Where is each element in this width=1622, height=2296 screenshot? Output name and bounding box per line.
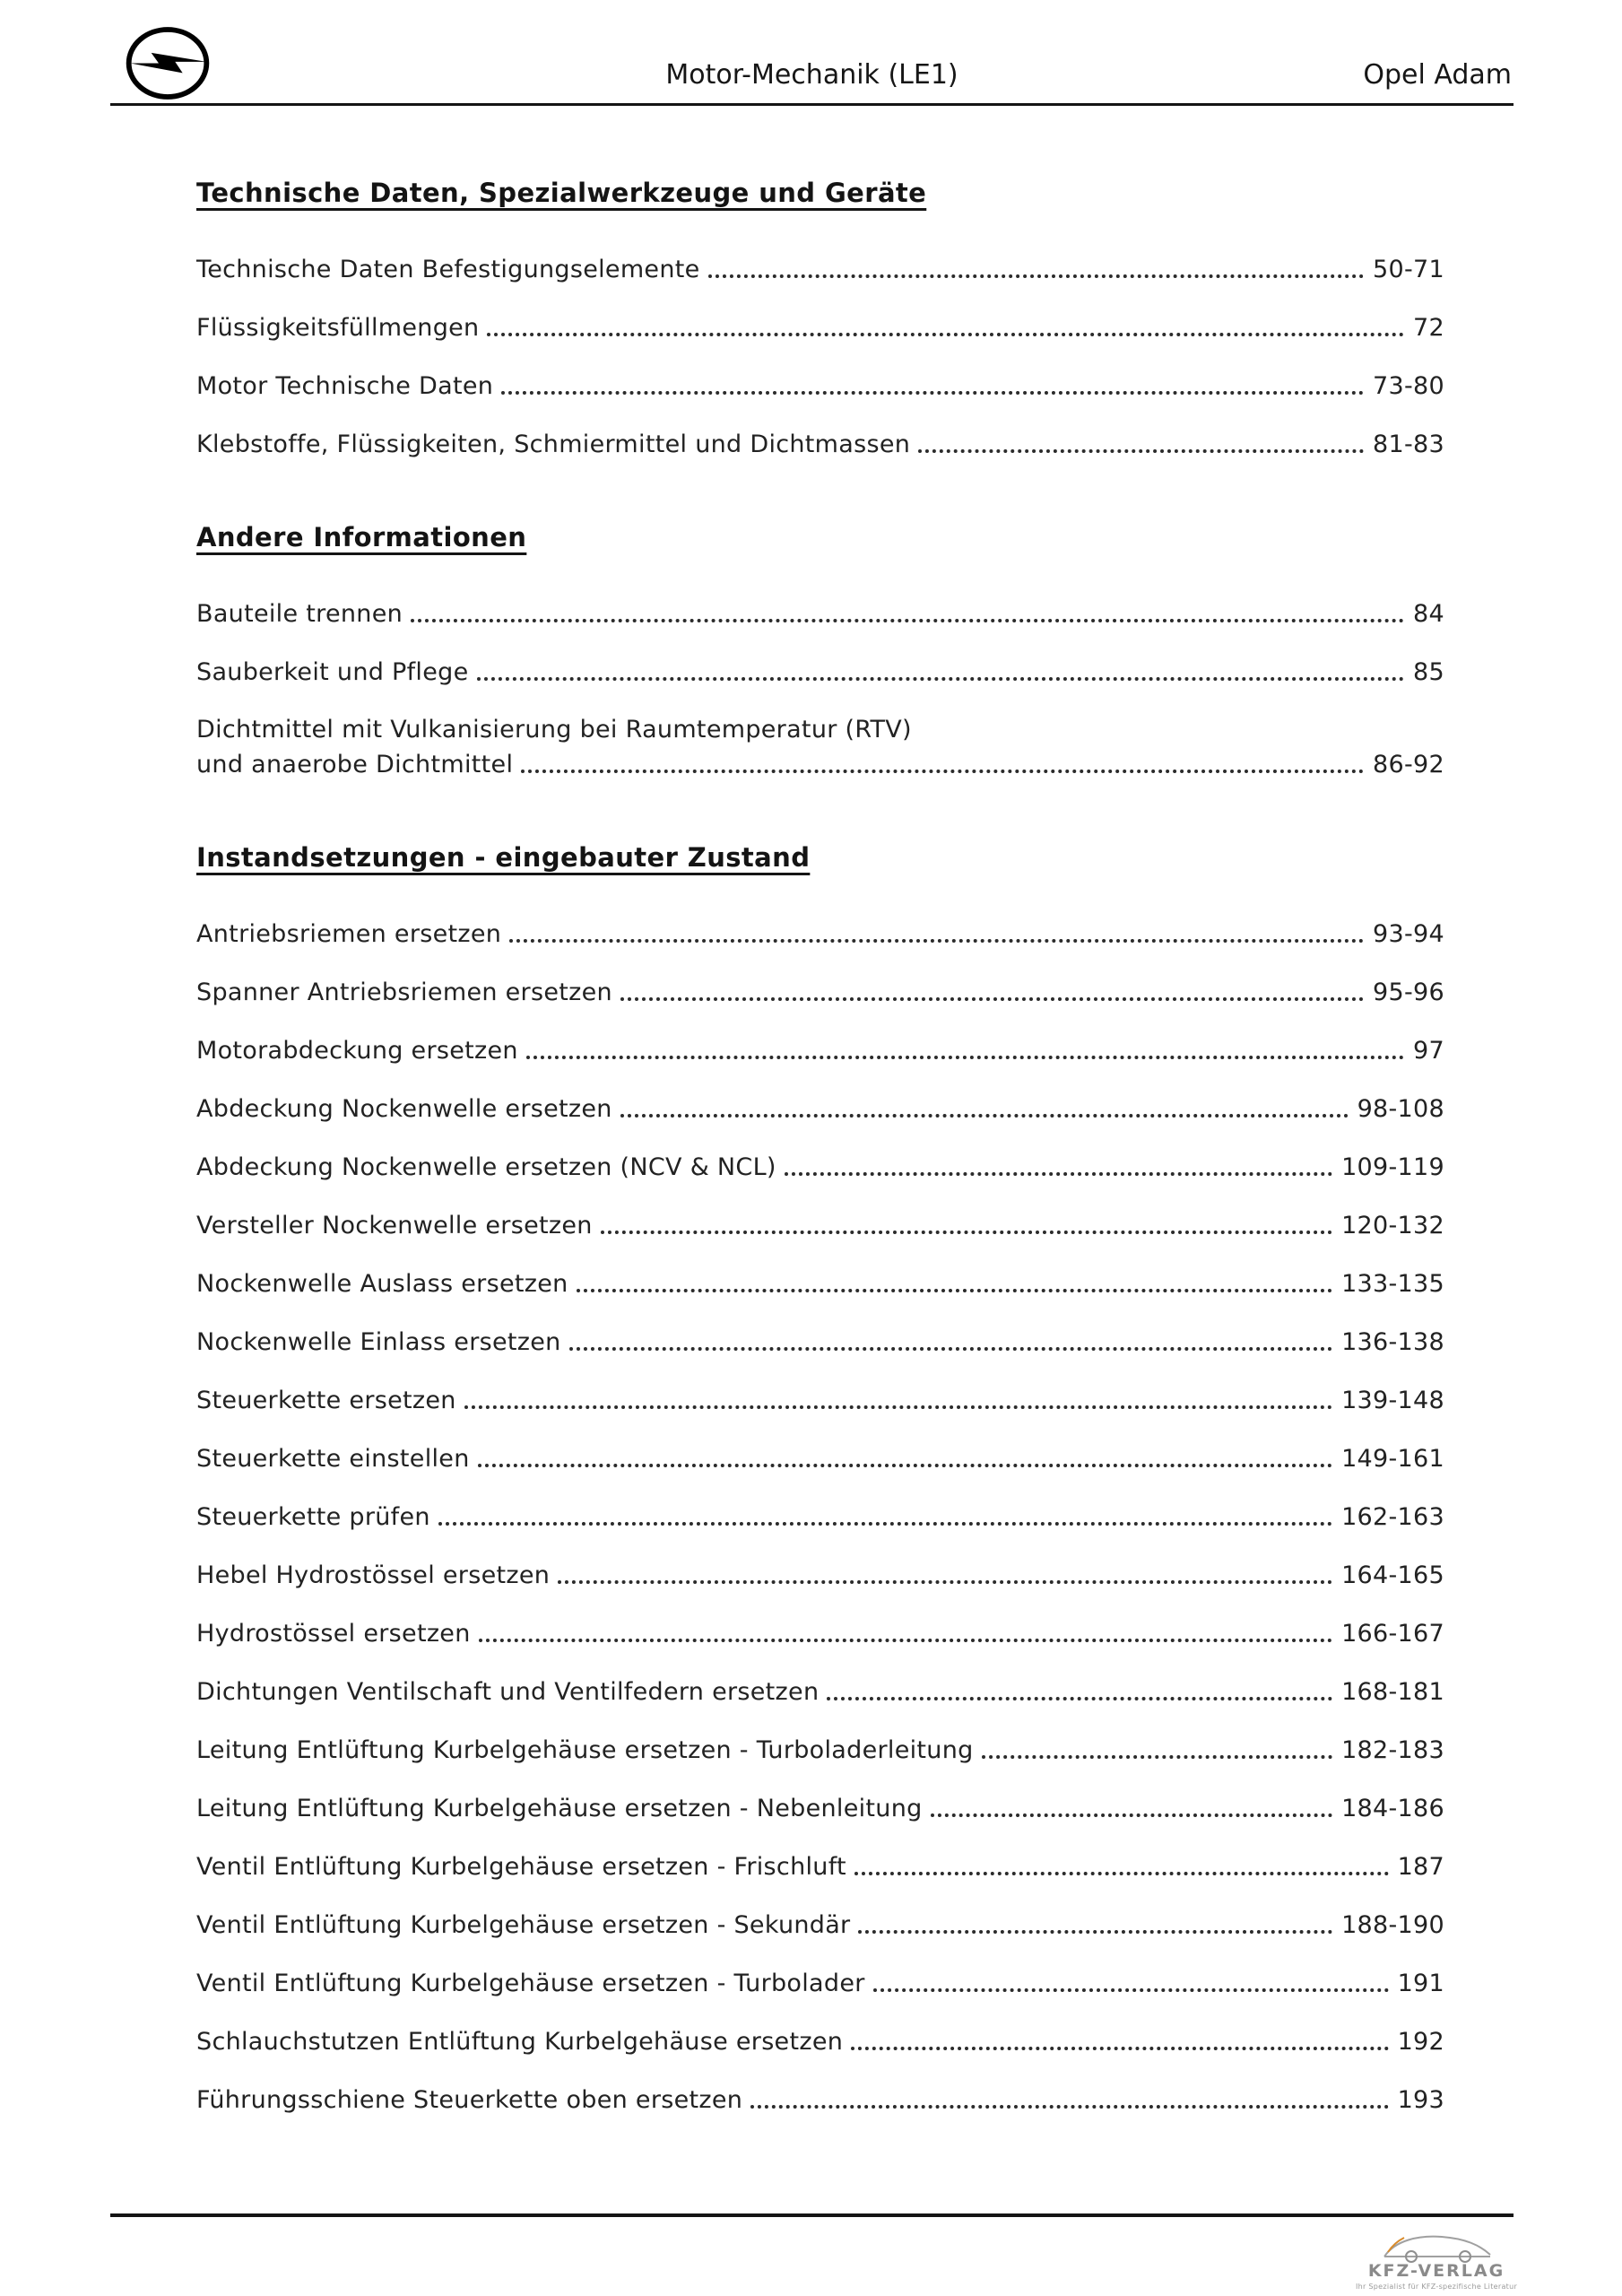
toc-entry — [196, 1138, 1444, 1196]
toc-entry-pages: 136-138 — [1341, 1328, 1444, 1356]
toc-entry-title: Bauteile trennen — [196, 600, 403, 628]
dot-leader — [982, 1755, 1333, 1759]
toc-entry-title: Ventil Entlüftung Kurbelgehäuse ersetzen - Turbolader — [196, 1970, 865, 1997]
dot-leader — [438, 1522, 1332, 1526]
dot-leader — [479, 1639, 1332, 1642]
toc-entry — [196, 1313, 1444, 1371]
dot-leader — [577, 1289, 1333, 1292]
dot-leader — [750, 2105, 1388, 2109]
toc-entry-title: Abdeckung Nockenwelle ersetzen (NCV & NCL) — [196, 1153, 776, 1181]
toc-section — [196, 840, 1444, 2129]
toc-entry — [196, 1838, 1444, 1896]
toc-entry-pages: 86-92 — [1373, 751, 1444, 778]
toc-entry-pages: 73-80 — [1373, 372, 1444, 400]
toc-entry-title: Nockenwelle Auslass ersetzen — [196, 1270, 568, 1298]
toc-entry — [196, 2071, 1444, 2129]
doc-subject: Opel Adam — [1363, 59, 1512, 91]
toc-entry-pages: 193 — [1397, 2086, 1444, 2114]
publisher-name: KFZ-VERLAG — [1367, 2261, 1505, 2281]
dot-leader — [509, 939, 1364, 943]
toc-entry-title: Motor Technische Daten — [196, 372, 494, 400]
dot-leader — [526, 1056, 1404, 1059]
toc-entry — [196, 1663, 1444, 1721]
toc-entry-title: Versteller Nockenwelle ersetzen — [196, 1212, 593, 1239]
toc-entry-title: Dichtungen Ventilschaft und Ventilfedern ersetzen — [196, 1678, 820, 1706]
toc-entry-title: Antriebsriemen ersetzen — [196, 920, 502, 948]
toc-entry — [196, 1371, 1444, 1430]
toc-entry-pages: 149-161 — [1341, 1445, 1444, 1473]
toc-entry — [196, 1196, 1444, 1255]
toc-entry — [196, 240, 1444, 299]
dot-leader — [487, 333, 1404, 336]
toc-entry-title: Spanner Antriebsriemen ersetzen — [196, 978, 612, 1006]
toc-entry-title: und anaerobe Dichtmittel — [196, 751, 514, 778]
toc-entry-pages: 166-167 — [1341, 1620, 1444, 1648]
toc-entry-pages: 184-186 — [1341, 1795, 1444, 1822]
toc-entry-pages: 81-83 — [1373, 430, 1444, 458]
toc-entry-pages: 162-163 — [1341, 1503, 1444, 1531]
toc-entry — [196, 585, 1444, 643]
toc-entry — [196, 2013, 1444, 2071]
dot-leader — [478, 1464, 1332, 1467]
toc-entry-pages: 98-108 — [1357, 1095, 1444, 1123]
toc-entry-pages: 120-132 — [1341, 1212, 1444, 1239]
toc-entry-title: Hydrostössel ersetzen — [196, 1620, 471, 1648]
doc-title: Motor-Mechanik (LE1) — [665, 59, 958, 91]
toc-entry-pages: 95-96 — [1373, 978, 1444, 1006]
toc-entry-title: Leitung Entlüftung Kurbelgehäuse ersetzen - Nebenleitung — [196, 1795, 923, 1822]
toc-entry-title: Abdeckung Nockenwelle ersetzen — [196, 1095, 612, 1123]
toc-entry — [196, 1546, 1444, 1605]
toc-entry — [196, 357, 1444, 415]
section-heading: Technische Daten, Spezialwerkzeuge und Geräte — [196, 178, 927, 208]
dot-leader — [931, 1813, 1333, 1817]
toc-entry-title: Sauberkeit und Pflege — [196, 658, 469, 686]
toc-entry-pages: 84 — [1413, 600, 1444, 628]
toc-entry-pages: 50-71 — [1373, 256, 1444, 283]
toc-entry — [196, 1605, 1444, 1663]
toc-entry-title: Führungsschiene Steuerkette oben ersetzen — [196, 2086, 743, 2114]
dot-leader — [620, 1114, 1349, 1118]
toc-entry — [196, 299, 1444, 357]
toc-entry — [196, 1779, 1444, 1838]
dot-leader — [464, 1405, 1332, 1409]
footer-rule — [110, 2213, 1514, 2217]
toc — [196, 176, 1444, 2176]
toc-entry — [196, 1430, 1444, 1488]
dot-leader — [851, 2047, 1388, 2050]
toc-entry — [196, 963, 1444, 1022]
toc-entry-title: Nockenwelle Einlass ersetzen — [196, 1328, 561, 1356]
dot-leader — [601, 1231, 1332, 1234]
dot-leader — [521, 770, 1364, 773]
toc-entry-pages: 97 — [1413, 1037, 1444, 1065]
dot-leader — [501, 391, 1364, 395]
dot-leader — [854, 1872, 1389, 1875]
section-heading: Andere Informationen — [196, 522, 527, 552]
toc-entry-pages: 164-165 — [1341, 1561, 1444, 1589]
dot-leader — [411, 619, 1404, 622]
toc-entry-title: Leitung Entlüftung Kurbelgehäuse ersetzen - Turboladerleitung — [196, 1736, 974, 1764]
publisher-tagline: Ihr Spezialist für KFZ-spezifische Literatur — [1355, 2283, 1518, 2291]
toc-entry-pages: 72 — [1413, 314, 1444, 342]
toc-entry — [196, 1080, 1444, 1138]
toc-entry-pages: 168-181 — [1341, 1678, 1444, 1706]
toc-entry-title: Motorabdeckung ersetzen — [196, 1037, 518, 1065]
toc-entry-title: Steuerkette ersetzen — [196, 1387, 456, 1414]
toc-section — [196, 520, 1444, 794]
dot-leader — [827, 1697, 1332, 1700]
dot-leader — [858, 1930, 1332, 1934]
toc-entry — [196, 643, 1444, 701]
toc-entry — [196, 905, 1444, 963]
toc-entry-title: Technische Daten Befestigungselemente — [196, 256, 700, 283]
toc-entry-title: Hebel Hydrostössel ersetzen — [196, 1561, 551, 1589]
toc-entry — [196, 701, 1444, 794]
dot-leader — [477, 677, 1405, 681]
dot-leader — [873, 1988, 1389, 1992]
toc-entry-title: Klebstoffe, Flüssigkeiten, Schmiermittel und Dichtmassen — [196, 430, 911, 458]
toc-entry-pages: 85 — [1413, 658, 1444, 686]
dot-leader — [620, 997, 1364, 1001]
dot-leader — [569, 1347, 1333, 1351]
page-header — [110, 0, 1514, 106]
toc-entry-pages: 93-94 — [1373, 920, 1444, 948]
dot-leader — [708, 274, 1364, 278]
toc-entry-pages: 192 — [1397, 2028, 1444, 2056]
toc-entry-pages: 133-135 — [1341, 1270, 1444, 1298]
toc-entry-pages: 182-183 — [1341, 1736, 1444, 1764]
toc-entry — [196, 1488, 1444, 1546]
toc-entry — [196, 1896, 1444, 1954]
toc-entry — [196, 415, 1444, 474]
toc-entry — [196, 1721, 1444, 1779]
toc-entry — [196, 1255, 1444, 1313]
kfz-verlag-logo — [1351, 2231, 1522, 2291]
toc-entry-pages: 188-190 — [1341, 1911, 1444, 1939]
toc-entry-pages: 139-148 — [1341, 1387, 1444, 1414]
toc-entry-title: Ventil Entlüftung Kurbelgehäuse ersetzen - Frischluft — [196, 1853, 846, 1881]
toc-entry-title: Schlauchstutzen Entlüftung Kurbelgehäuse ersetzen — [196, 2028, 844, 2056]
car-icon — [1377, 2231, 1496, 2265]
toc-entry — [196, 1954, 1444, 2013]
dot-leader — [785, 1172, 1332, 1176]
toc-entry-title: Ventil Entlüftung Kurbelgehäuse ersetzen - Sekundär — [196, 1911, 851, 1939]
toc-entry-pages: 191 — [1397, 1970, 1444, 1997]
toc-entry — [196, 1022, 1444, 1080]
section-heading: Instandsetzungen - eingebauter Zustand — [196, 842, 811, 873]
toc-entry-title-line1: Dichtmittel mit Vulkanisierung bei Raumtemperatur (RTV) — [196, 716, 912, 744]
toc-section — [196, 176, 1444, 474]
opel-logo-icon — [123, 20, 213, 102]
toc-entry-title: Steuerkette einstellen — [196, 1445, 470, 1473]
dot-leader — [918, 449, 1364, 453]
dot-leader — [558, 1580, 1332, 1584]
toc-entry-title: Flüssigkeitsfüllmengen — [196, 314, 480, 342]
toc-entry-pages: 109-119 — [1341, 1153, 1444, 1181]
toc-entry-title: Steuerkette prüfen — [196, 1503, 430, 1531]
toc-entry-pages: 187 — [1397, 1853, 1444, 1881]
